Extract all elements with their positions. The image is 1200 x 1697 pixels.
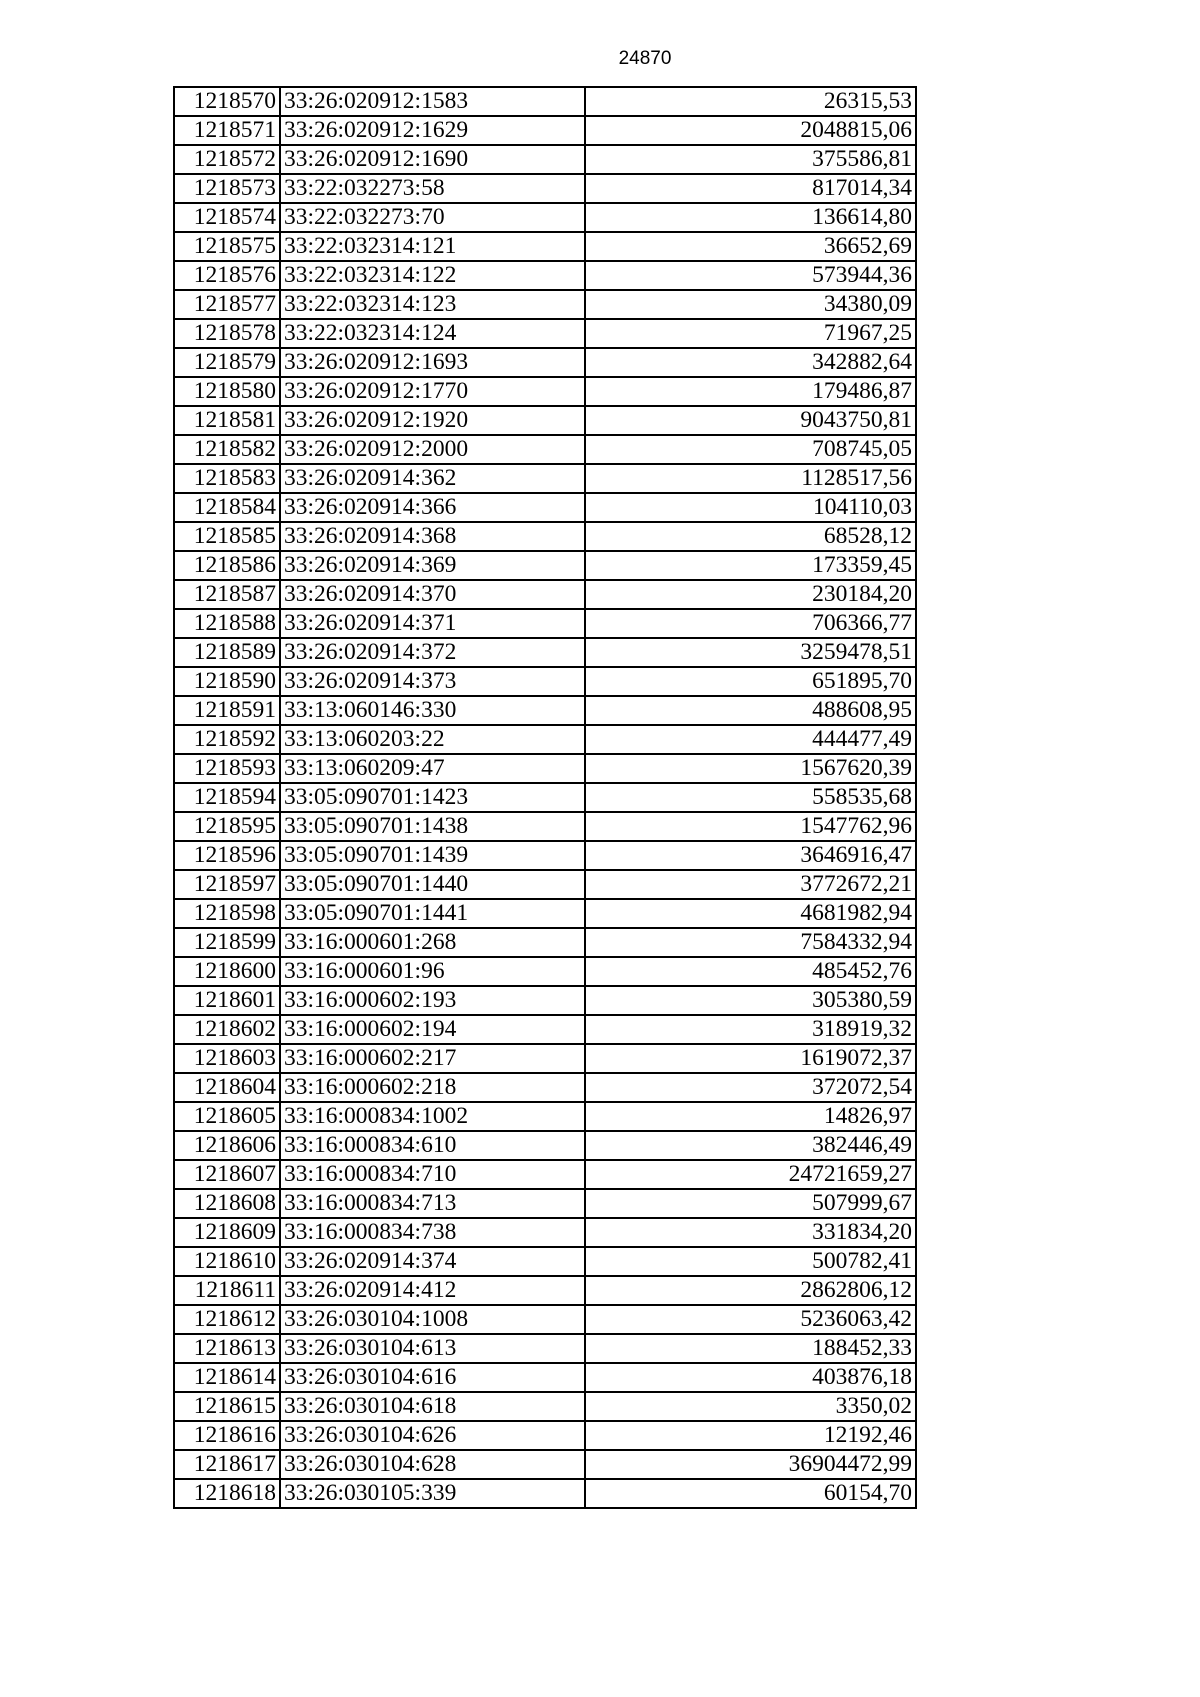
cadastral-number-cell: 33:22:032314:122 bbox=[280, 261, 585, 290]
value-cell: 68528,12 bbox=[585, 522, 916, 551]
cadastral-number-cell: 33:26:020914:369 bbox=[280, 551, 585, 580]
value-cell: 14826,97 bbox=[585, 1102, 916, 1131]
row-id-cell: 1218613 bbox=[174, 1334, 280, 1363]
value-cell: 36652,69 bbox=[585, 232, 916, 261]
row-id-cell: 1218586 bbox=[174, 551, 280, 580]
value-cell: 26315,53 bbox=[585, 87, 916, 116]
table-row bbox=[174, 1392, 916, 1421]
row-id-cell: 1218608 bbox=[174, 1189, 280, 1218]
table-row bbox=[174, 116, 916, 145]
cadastral-number-cell: 33:13:060209:47 bbox=[280, 754, 585, 783]
value-cell: 12192,46 bbox=[585, 1421, 916, 1450]
row-id-cell: 1218594 bbox=[174, 783, 280, 812]
cadastral-number-cell: 33:26:020914:368 bbox=[280, 522, 585, 551]
row-id-cell: 1218584 bbox=[174, 493, 280, 522]
cadastral-number-cell: 33:16:000834:710 bbox=[280, 1160, 585, 1189]
value-cell: 403876,18 bbox=[585, 1363, 916, 1392]
table-row bbox=[174, 87, 916, 116]
cadastral-number-cell: 33:26:020914:366 bbox=[280, 493, 585, 522]
row-id-cell: 1218602 bbox=[174, 1015, 280, 1044]
row-id-cell: 1218596 bbox=[174, 841, 280, 870]
row-id-cell: 1218592 bbox=[174, 725, 280, 754]
value-cell: 34380,09 bbox=[585, 290, 916, 319]
registry-table-body bbox=[174, 87, 916, 1508]
row-id-cell: 1218618 bbox=[174, 1479, 280, 1508]
table-row bbox=[174, 522, 916, 551]
cadastral-number-cell: 33:16:000834:713 bbox=[280, 1189, 585, 1218]
row-id-cell: 1218580 bbox=[174, 377, 280, 406]
row-id-cell: 1218572 bbox=[174, 145, 280, 174]
table-row bbox=[174, 841, 916, 870]
table-row bbox=[174, 406, 916, 435]
cadastral-number-cell: 33:26:030104:628 bbox=[280, 1450, 585, 1479]
cadastral-number-cell: 33:16:000834:738 bbox=[280, 1218, 585, 1247]
cadastral-number-cell: 33:26:020914:372 bbox=[280, 638, 585, 667]
table-row bbox=[174, 319, 916, 348]
row-id-cell: 1218577 bbox=[174, 290, 280, 319]
row-id-cell: 1218582 bbox=[174, 435, 280, 464]
table-row bbox=[174, 1305, 916, 1334]
cadastral-number-cell: 33:16:000601:96 bbox=[280, 957, 585, 986]
row-id-cell: 1218617 bbox=[174, 1450, 280, 1479]
table-row bbox=[174, 783, 916, 812]
table-row bbox=[174, 870, 916, 899]
table-row bbox=[174, 638, 916, 667]
row-id-cell: 1218590 bbox=[174, 667, 280, 696]
value-cell: 3646916,47 bbox=[585, 841, 916, 870]
cadastral-number-cell: 33:26:020914:374 bbox=[280, 1247, 585, 1276]
table-row bbox=[174, 348, 916, 377]
row-id-cell: 1218614 bbox=[174, 1363, 280, 1392]
value-cell: 60154,70 bbox=[585, 1479, 916, 1508]
value-cell: 372072,54 bbox=[585, 1073, 916, 1102]
cadastral-number-cell: 33:26:030104:616 bbox=[280, 1363, 585, 1392]
value-cell: 382446,49 bbox=[585, 1131, 916, 1160]
value-cell: 1619072,37 bbox=[585, 1044, 916, 1073]
row-id-cell: 1218600 bbox=[174, 957, 280, 986]
table-row bbox=[174, 1334, 916, 1363]
table-row bbox=[174, 1276, 916, 1305]
value-cell: 573944,36 bbox=[585, 261, 916, 290]
row-id-cell: 1218607 bbox=[174, 1160, 280, 1189]
value-cell: 7584332,94 bbox=[585, 928, 916, 957]
row-id-cell: 1218598 bbox=[174, 899, 280, 928]
table-row bbox=[174, 1421, 916, 1450]
row-id-cell: 1218585 bbox=[174, 522, 280, 551]
cadastral-number-cell: 33:26:020912:1693 bbox=[280, 348, 585, 377]
table-row bbox=[174, 957, 916, 986]
row-id-cell: 1218581 bbox=[174, 406, 280, 435]
value-cell: 179486,87 bbox=[585, 377, 916, 406]
cadastral-number-cell: 33:16:000602:194 bbox=[280, 1015, 585, 1044]
value-cell: 3350,02 bbox=[585, 1392, 916, 1421]
table-row bbox=[174, 435, 916, 464]
value-cell: 558535,68 bbox=[585, 783, 916, 812]
table-row bbox=[174, 725, 916, 754]
row-id-cell: 1218615 bbox=[174, 1392, 280, 1421]
table-row bbox=[174, 377, 916, 406]
table-row bbox=[174, 928, 916, 957]
row-id-cell: 1218599 bbox=[174, 928, 280, 957]
cadastral-number-cell: 33:22:032273:58 bbox=[280, 174, 585, 203]
table-row bbox=[174, 667, 916, 696]
row-id-cell: 1218573 bbox=[174, 174, 280, 203]
row-id-cell: 1218578 bbox=[174, 319, 280, 348]
value-cell: 485452,76 bbox=[585, 957, 916, 986]
value-cell: 342882,64 bbox=[585, 348, 916, 377]
row-id-cell: 1218579 bbox=[174, 348, 280, 377]
row-id-cell: 1218616 bbox=[174, 1421, 280, 1450]
value-cell: 817014,34 bbox=[585, 174, 916, 203]
row-id-cell: 1218593 bbox=[174, 754, 280, 783]
cadastral-number-cell: 33:26:020912:1920 bbox=[280, 406, 585, 435]
value-cell: 1567620,39 bbox=[585, 754, 916, 783]
cadastral-number-cell: 33:26:020914:373 bbox=[280, 667, 585, 696]
row-id-cell: 1218610 bbox=[174, 1247, 280, 1276]
cadastral-number-cell: 33:22:032314:123 bbox=[280, 290, 585, 319]
value-cell: 2862806,12 bbox=[585, 1276, 916, 1305]
table-row bbox=[174, 464, 916, 493]
value-cell: 318919,32 bbox=[585, 1015, 916, 1044]
row-id-cell: 1218574 bbox=[174, 203, 280, 232]
cadastral-number-cell: 33:22:032314:121 bbox=[280, 232, 585, 261]
value-cell: 173359,45 bbox=[585, 551, 916, 580]
table-row bbox=[174, 1479, 916, 1508]
row-id-cell: 1218597 bbox=[174, 870, 280, 899]
table-row bbox=[174, 1160, 916, 1189]
value-cell: 230184,20 bbox=[585, 580, 916, 609]
row-id-cell: 1218595 bbox=[174, 812, 280, 841]
row-id-cell: 1218589 bbox=[174, 638, 280, 667]
cadastral-number-cell: 33:05:090701:1441 bbox=[280, 899, 585, 928]
table-row bbox=[174, 754, 916, 783]
row-id-cell: 1218601 bbox=[174, 986, 280, 1015]
table-row bbox=[174, 1073, 916, 1102]
value-cell: 9043750,81 bbox=[585, 406, 916, 435]
cadastral-number-cell: 33:16:000834:610 bbox=[280, 1131, 585, 1160]
cadastral-number-cell: 33:26:020912:2000 bbox=[280, 435, 585, 464]
row-id-cell: 1218583 bbox=[174, 464, 280, 493]
table-row bbox=[174, 1189, 916, 1218]
row-id-cell: 1218587 bbox=[174, 580, 280, 609]
table-row bbox=[174, 174, 916, 203]
cadastral-number-cell: 33:26:030104:613 bbox=[280, 1334, 585, 1363]
value-cell: 1547762,96 bbox=[585, 812, 916, 841]
value-cell: 104110,03 bbox=[585, 493, 916, 522]
table-row bbox=[174, 261, 916, 290]
cadastral-number-cell: 33:26:020912:1629 bbox=[280, 116, 585, 145]
cadastral-number-cell: 33:13:060146:330 bbox=[280, 696, 585, 725]
row-id-cell: 1218576 bbox=[174, 261, 280, 290]
value-cell: 708745,05 bbox=[585, 435, 916, 464]
value-cell: 4681982,94 bbox=[585, 899, 916, 928]
table-row bbox=[174, 609, 916, 638]
table-row bbox=[174, 145, 916, 174]
cadastral-number-cell: 33:26:020912:1690 bbox=[280, 145, 585, 174]
table-row bbox=[174, 812, 916, 841]
value-cell: 507999,67 bbox=[585, 1189, 916, 1218]
row-id-cell: 1218609 bbox=[174, 1218, 280, 1247]
page-number: 24870 bbox=[618, 48, 672, 69]
cadastral-number-cell: 33:05:090701:1423 bbox=[280, 783, 585, 812]
cadastral-number-cell: 33:16:000602:193 bbox=[280, 986, 585, 1015]
cadastral-number-cell: 33:05:090701:1438 bbox=[280, 812, 585, 841]
table-row bbox=[174, 1131, 916, 1160]
value-cell: 3259478,51 bbox=[585, 638, 916, 667]
value-cell: 488608,95 bbox=[585, 696, 916, 725]
value-cell: 71967,25 bbox=[585, 319, 916, 348]
cadastral-number-cell: 33:22:032314:124 bbox=[280, 319, 585, 348]
table-row bbox=[174, 1218, 916, 1247]
table-row bbox=[174, 580, 916, 609]
table-row bbox=[174, 1044, 916, 1073]
cadastral-number-cell: 33:26:030104:626 bbox=[280, 1421, 585, 1450]
row-id-cell: 1218604 bbox=[174, 1073, 280, 1102]
value-cell: 444477,49 bbox=[585, 725, 916, 754]
value-cell: 500782,41 bbox=[585, 1247, 916, 1276]
table-row bbox=[174, 290, 916, 319]
table-row bbox=[174, 1450, 916, 1479]
cadastral-number-cell: 33:26:020912:1770 bbox=[280, 377, 585, 406]
value-cell: 305380,59 bbox=[585, 986, 916, 1015]
row-id-cell: 1218571 bbox=[174, 116, 280, 145]
table-row bbox=[174, 1102, 916, 1131]
cadastral-number-cell: 33:26:030104:1008 bbox=[280, 1305, 585, 1334]
value-cell: 706366,77 bbox=[585, 609, 916, 638]
table-row bbox=[174, 1247, 916, 1276]
row-id-cell: 1218588 bbox=[174, 609, 280, 638]
cadastral-number-cell: 33:16:000602:218 bbox=[280, 1073, 585, 1102]
row-id-cell: 1218603 bbox=[174, 1044, 280, 1073]
registry-table bbox=[173, 86, 917, 1509]
value-cell: 331834,20 bbox=[585, 1218, 916, 1247]
cadastral-number-cell: 33:26:020914:371 bbox=[280, 609, 585, 638]
value-cell: 188452,33 bbox=[585, 1334, 916, 1363]
row-id-cell: 1218606 bbox=[174, 1131, 280, 1160]
table-row bbox=[174, 493, 916, 522]
value-cell: 3772672,21 bbox=[585, 870, 916, 899]
row-id-cell: 1218605 bbox=[174, 1102, 280, 1131]
table-row bbox=[174, 232, 916, 261]
row-id-cell: 1218575 bbox=[174, 232, 280, 261]
cadastral-number-cell: 33:13:060203:22 bbox=[280, 725, 585, 754]
value-cell: 5236063,42 bbox=[585, 1305, 916, 1334]
cadastral-number-cell: 33:26:020914:362 bbox=[280, 464, 585, 493]
table-row bbox=[174, 1363, 916, 1392]
cadastral-number-cell: 33:26:020914:370 bbox=[280, 580, 585, 609]
value-cell: 375586,81 bbox=[585, 145, 916, 174]
cadastral-number-cell: 33:05:090701:1439 bbox=[280, 841, 585, 870]
row-id-cell: 1218612 bbox=[174, 1305, 280, 1334]
cadastral-number-cell: 33:26:020912:1583 bbox=[280, 87, 585, 116]
cadastral-number-cell: 33:22:032273:70 bbox=[280, 203, 585, 232]
value-cell: 651895,70 bbox=[585, 667, 916, 696]
cadastral-number-cell: 33:26:030105:339 bbox=[280, 1479, 585, 1508]
row-id-cell: 1218591 bbox=[174, 696, 280, 725]
row-id-cell: 1218570 bbox=[174, 87, 280, 116]
cadastral-number-cell: 33:16:000834:1002 bbox=[280, 1102, 585, 1131]
table-row bbox=[174, 696, 916, 725]
value-cell: 1128517,56 bbox=[585, 464, 916, 493]
table-row bbox=[174, 899, 916, 928]
cadastral-number-cell: 33:26:030104:618 bbox=[280, 1392, 585, 1421]
value-cell: 2048815,06 bbox=[585, 116, 916, 145]
table-row bbox=[174, 986, 916, 1015]
value-cell: 36904472,99 bbox=[585, 1450, 916, 1479]
cadastral-number-cell: 33:16:000602:217 bbox=[280, 1044, 585, 1073]
cadastral-number-cell: 33:26:020914:412 bbox=[280, 1276, 585, 1305]
table-row bbox=[174, 551, 916, 580]
cadastral-number-cell: 33:16:000601:268 bbox=[280, 928, 585, 957]
cadastral-number-cell: 33:05:090701:1440 bbox=[280, 870, 585, 899]
table-row bbox=[174, 1015, 916, 1044]
value-cell: 136614,80 bbox=[585, 203, 916, 232]
table-row bbox=[174, 203, 916, 232]
row-id-cell: 1218611 bbox=[174, 1276, 280, 1305]
value-cell: 24721659,27 bbox=[585, 1160, 916, 1189]
